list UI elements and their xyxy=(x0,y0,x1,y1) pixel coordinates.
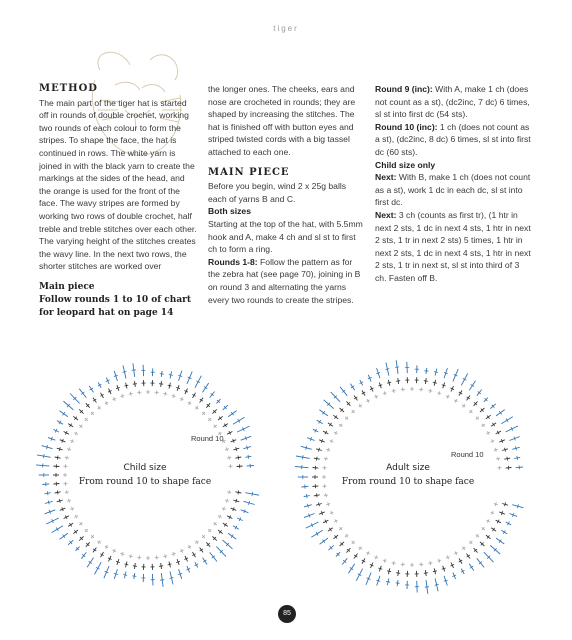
stitch-crossbar xyxy=(433,571,437,572)
stitch-crossbar xyxy=(249,501,250,505)
stitch-crossbar xyxy=(396,381,400,382)
child-round-10-label: Round 10 xyxy=(191,434,224,443)
stitch-crossbar xyxy=(433,382,437,383)
stitch-crossbar xyxy=(505,448,506,452)
stitch-crossbar xyxy=(387,571,391,572)
stitch-crossbar xyxy=(163,556,167,557)
stitch-crossbar xyxy=(326,457,327,461)
stitch-crossbar xyxy=(248,455,249,459)
stitch-crossbar xyxy=(306,494,307,498)
method-body: The main part of the tiger hat is started off in rounds of double crochet, working two rounds of each colour to form the stripes. To shape the face, the hat is continued in rows. The white yarn is joined in with the black yarn to create the markings at the sides of the head, and the orange is used for the front of the face. The wavy stripes are formed by working two rows of double crochet, half treble and treble stitches over each other. The varying height of the stitches creates the wavy line. In the next two rows, the shorter stitches are worked over xyxy=(39,97,197,272)
stitch-crossbar xyxy=(424,381,428,382)
method-column xyxy=(39,83,197,320)
stitch-crossbar xyxy=(155,392,159,393)
stitch-crossbar xyxy=(66,456,67,460)
stitch-crossbar xyxy=(306,446,307,450)
adult-round-10-label: Round 10 xyxy=(451,450,484,459)
stitch-crossbar xyxy=(229,490,230,494)
stitch-crossbar xyxy=(65,482,66,486)
stitch-crossbar xyxy=(316,457,317,461)
stitch-crossbar xyxy=(318,448,319,452)
rounds-label: Rounds 1-8: xyxy=(208,256,258,267)
round-9-text: With A, make 1 ch (does not count as a st), (dc2inc, 7 dc) 6 times, sl st into first dc (54 sts). xyxy=(375,84,530,120)
stitch-crossbar xyxy=(392,563,396,564)
crochet-charts xyxy=(0,345,572,615)
stitch-crossbar xyxy=(43,454,44,458)
next-2-label: Next: xyxy=(375,209,397,220)
next-2-instruction xyxy=(375,209,533,285)
stitch-crossbar xyxy=(307,504,308,508)
stitch-crossbar xyxy=(236,499,237,503)
stitch-crossbar xyxy=(396,583,400,584)
stitch-crossbar xyxy=(133,566,137,567)
stitch-crossbar xyxy=(66,490,67,494)
stitch-crossbar xyxy=(93,399,96,401)
stitch-crossbar xyxy=(168,564,172,565)
stitch-crossbar xyxy=(424,371,428,372)
child-chart-subtitle: From round 10 to shape face xyxy=(78,477,212,487)
stitch-crossbar xyxy=(247,446,248,450)
stitch-crossbar xyxy=(123,372,127,373)
stitch-crossbar xyxy=(318,502,319,506)
both-sizes-heading: Both sizes xyxy=(208,206,251,217)
stitch-crossbar xyxy=(47,445,48,449)
stitch-crossbar xyxy=(57,490,58,494)
stitch-crossbar xyxy=(507,457,508,461)
stitch-crossbar xyxy=(200,549,203,551)
round-10-instruction xyxy=(375,121,533,159)
stitch-crossbar xyxy=(428,391,432,392)
stitch-crossbar xyxy=(230,464,231,468)
stitch-crossbar xyxy=(129,393,133,394)
stitch-crossbar xyxy=(132,370,136,371)
main-piece-note: Follow rounds 1 to 10 of chart for leopard hat on page 14 xyxy=(39,294,192,318)
stitch-crossbar xyxy=(59,447,60,451)
stitch-crossbar xyxy=(200,399,203,401)
stitch-crossbar xyxy=(133,384,137,385)
stitch-crossbar xyxy=(123,575,127,576)
round-9-instruction xyxy=(375,83,533,121)
rounds-column xyxy=(375,83,533,285)
stitch-crossbar xyxy=(169,375,173,376)
stitch-crossbar xyxy=(236,447,237,451)
stitch-crossbar xyxy=(159,566,163,567)
main-piece-label: Main piece xyxy=(39,281,95,292)
stitch-crossbar xyxy=(159,384,163,385)
stitch-crossbar xyxy=(396,573,400,574)
running-header: tiger xyxy=(273,24,299,33)
stitch-crossbar xyxy=(428,563,432,564)
stitch-crossbar xyxy=(434,372,438,373)
next-1-label: Next: xyxy=(375,172,397,183)
child-size-chart xyxy=(36,363,259,587)
round-9-label: Round 9 (inc): xyxy=(375,84,433,94)
stitch-crossbar xyxy=(425,587,429,588)
stitch-crossbar xyxy=(498,457,499,461)
stitch-crossbar xyxy=(316,493,317,497)
stitch-crossbar xyxy=(354,555,357,557)
stitch-crossbar xyxy=(93,549,96,551)
stitch-crossbar xyxy=(160,580,164,581)
rounds-text: Follow the pattern as for the zebra hat (see page 70), joining in B on round 3 and alternating the yarns every two rounds to create the stripes. xyxy=(208,256,361,305)
adult-chart-subtitle: From round 10 to shape face xyxy=(341,477,475,487)
stitch-crossbar xyxy=(163,393,167,394)
next-2-text: 3 ch (counts as first tr), (1 htr in next 2 sts, 1 dc in next 4 sts, 1 htr in next 2 sts, 1 tr in next 2 sts) 5 times, 1 htr in next 2 sts, 1 dc in next 4 sts, 1 htr in next 2 sts, 1 tr in next st, sl st into third of 3 ch. Fasten off B. xyxy=(375,209,531,283)
stitch-crossbar xyxy=(170,578,174,579)
stitch-crossbar xyxy=(168,385,172,386)
stitch-crossbar xyxy=(387,382,391,383)
stitch-crossbar xyxy=(515,446,516,450)
stitch-crossbar xyxy=(129,556,133,557)
stitch-crossbar xyxy=(137,392,141,393)
stitch-crossbar xyxy=(160,374,164,375)
stitch-crossbar xyxy=(238,490,239,494)
round-10-text: 1 ch (does not count as a st), (dc2inc, 8 dc) 6 times, sl st into first dc (60 sts). xyxy=(375,121,531,157)
stitch-crossbar xyxy=(354,397,357,399)
main-piece-heading: MAIN PIECE xyxy=(208,166,290,178)
adult-chart-title: Adult size xyxy=(386,463,430,473)
page-number: 85 xyxy=(278,605,296,623)
round-10-label: Round 10 (inc): xyxy=(375,121,438,132)
main-piece-intro: Before you begin, wind 2 x 25g balls each of yarns B and C. xyxy=(208,181,347,204)
child-size-heading: Child size only xyxy=(375,159,436,170)
stitch-crossbar xyxy=(252,492,253,496)
stitch-crossbar xyxy=(517,504,518,508)
stitch-crossbar xyxy=(231,535,233,538)
stitch-crossbar xyxy=(137,557,141,558)
stitch-crossbar xyxy=(155,557,159,558)
stitch-crossbar xyxy=(65,464,66,468)
stitch-crossbar xyxy=(386,581,390,582)
rounds-1-8-instruction xyxy=(208,256,366,306)
stitch-crossbar xyxy=(57,456,58,460)
stitch-crossbar xyxy=(467,397,470,399)
stitch-crossbar xyxy=(47,491,48,495)
stitch-crossbar xyxy=(435,584,439,585)
stitch-crossbar xyxy=(392,391,396,392)
stitch-crossbar xyxy=(132,576,136,577)
stitch-crossbar xyxy=(48,501,49,505)
stitch-crossbar xyxy=(505,502,506,506)
main-piece-column xyxy=(208,83,366,306)
stitch-crossbar xyxy=(124,385,128,386)
stitch-crossbar xyxy=(238,456,239,460)
next-1-text: With B, make 1 ch (does not count as a st), work 1 dc in each dc, sl st into first dc. xyxy=(375,172,531,208)
start-instruction: Starting at the top of the hat, with 5.5mm hook and A, make 4 ch and sl st to first ch to form a ring. xyxy=(208,218,363,255)
stitch-crossbar xyxy=(229,456,230,460)
stitch-crossbar xyxy=(59,499,60,503)
stitch-crossbar xyxy=(467,555,470,557)
stitch-crossbar xyxy=(424,573,428,574)
stitch-crossbar xyxy=(517,456,518,460)
method-heading: METHOD xyxy=(39,83,98,94)
method-continued: the longer ones. The cheeks, ears and nose are crocheted in rounds; they are shaped by increasing the stitches. The hat is finished off with button eyes and striped twisted cords with a big tassel attached to each one. xyxy=(208,84,356,157)
stitch-crossbar xyxy=(124,564,128,565)
stitch-crossbar xyxy=(326,493,327,497)
stitch-crossbar xyxy=(303,455,304,459)
next-1-instruction xyxy=(375,171,533,209)
child-chart-title: Child size xyxy=(123,463,167,473)
stitch-crossbar xyxy=(385,369,389,370)
stitch-crossbar xyxy=(395,367,399,368)
